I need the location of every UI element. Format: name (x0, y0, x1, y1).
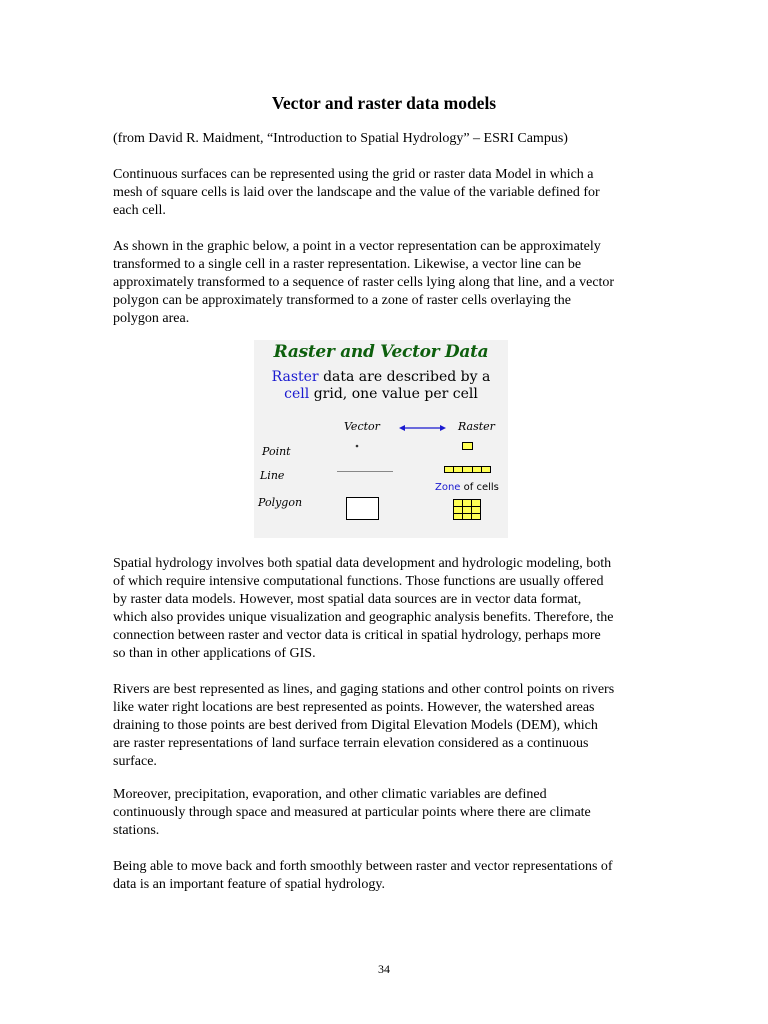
paragraph-line: As shown in the graphic below, a point in a vector representation can be approximately (113, 239, 601, 254)
paragraph-line: so than in other applications of GIS. (113, 646, 316, 661)
figure-title: Raster and Vector Data (273, 342, 489, 362)
paragraph-line: transformed to a single cell in a raster representation. Likewise, a vector line can be (113, 257, 582, 272)
paragraph-line: polygon can be approximately transformed to a zone of raster cells overlaying the (113, 293, 571, 308)
page-title: Vector and raster data models (271, 93, 497, 113)
zone-rest-text: of cells (460, 482, 499, 493)
paragraph-line: data is an important feature of spatial hydrology. (113, 877, 386, 892)
raster-column-label: Raster (458, 420, 495, 433)
page-number: 34 (378, 962, 390, 976)
point-row-label: Point (262, 445, 291, 458)
raster-zone-grid (454, 500, 481, 520)
raster-point-cell (463, 443, 473, 450)
paragraph-line: connection between raster and vector data is critical in spatial hydrology, perhaps more (113, 628, 601, 643)
paragraph-line: mesh of square cells is laid over the landscape and the value of the variable defined for (113, 185, 600, 200)
attribution-line (113, 130, 643, 148)
paragraph-line: which also provides unique visualization and geographic analysis benefits. Therefore, the (113, 610, 614, 625)
zone-highlight: Zone (435, 482, 461, 493)
paragraph-line: polygon area. (113, 311, 190, 326)
paragraph-line: by raster data models. However, most spatial data sources are in vector data format, (113, 592, 582, 607)
raster-vector-figure (254, 340, 508, 538)
paragraph-line: continuously through space and measured at particular points where there are climate (113, 805, 591, 820)
paragraph-line: stations. (113, 823, 160, 838)
paragraph-line: Continuous surfaces can be represented using the grid or raster data Model in which a (113, 167, 594, 182)
paragraph-line: Spatial hydrology involves both spatial data development and hydrologic modeling, both (113, 556, 612, 571)
paragraph-line: Being able to move back and forth smoothly between raster and vector representations of (113, 859, 613, 874)
paragraph-line: draining to those points are best derived from Digital Elevation Models (DEM), which (113, 718, 598, 733)
cell-highlight: cell (284, 386, 310, 402)
subtitle-line-1-text: data are described by a (318, 369, 491, 385)
paragraph-line: Moreover, precipitation, evaporation, and other climatic variables are defined (113, 787, 547, 802)
paragraph-line: approximately transformed to a sequence of raster cells lying along that line, and a vector (113, 275, 615, 290)
paragraph-6 (113, 858, 643, 894)
paragraph-2 (113, 238, 643, 328)
paragraph-line: of which require intensive computational functions. Those functions are usually offered (113, 574, 604, 589)
vector-polygon (347, 498, 379, 520)
attribution-text: (from David R. Maidment, “Introduction to Spatial Hydrology” – ESRI Campus) (113, 131, 568, 146)
paragraph-line: Rivers are best represented as lines, and gaging stations and other control points on rivers (113, 682, 615, 697)
paragraph-line: surface. (113, 754, 157, 769)
paragraph-3 (113, 555, 643, 663)
subtitle-line-2-text: grid, one value per cell (309, 386, 478, 402)
paragraph-line: like water right locations are best represented as points. However, the watershed areas (113, 700, 595, 715)
paragraph-1 (113, 166, 643, 220)
paragraph-5 (113, 786, 643, 840)
paragraph-4 (113, 681, 643, 771)
raster-highlight: Raster (271, 369, 319, 385)
vector-point (356, 445, 359, 448)
raster-line-cells (445, 467, 491, 473)
double-arrow-icon (399, 425, 446, 431)
paragraph-line: are raster representations of land surface terrain elevation considered as a continuous (113, 736, 589, 751)
paragraph-line: each cell. (113, 203, 166, 218)
line-row-label: Line (260, 469, 285, 482)
figure-graphics (254, 340, 508, 538)
vector-column-label: Vector (344, 420, 380, 433)
polygon-row-label: Polygon (258, 496, 303, 509)
